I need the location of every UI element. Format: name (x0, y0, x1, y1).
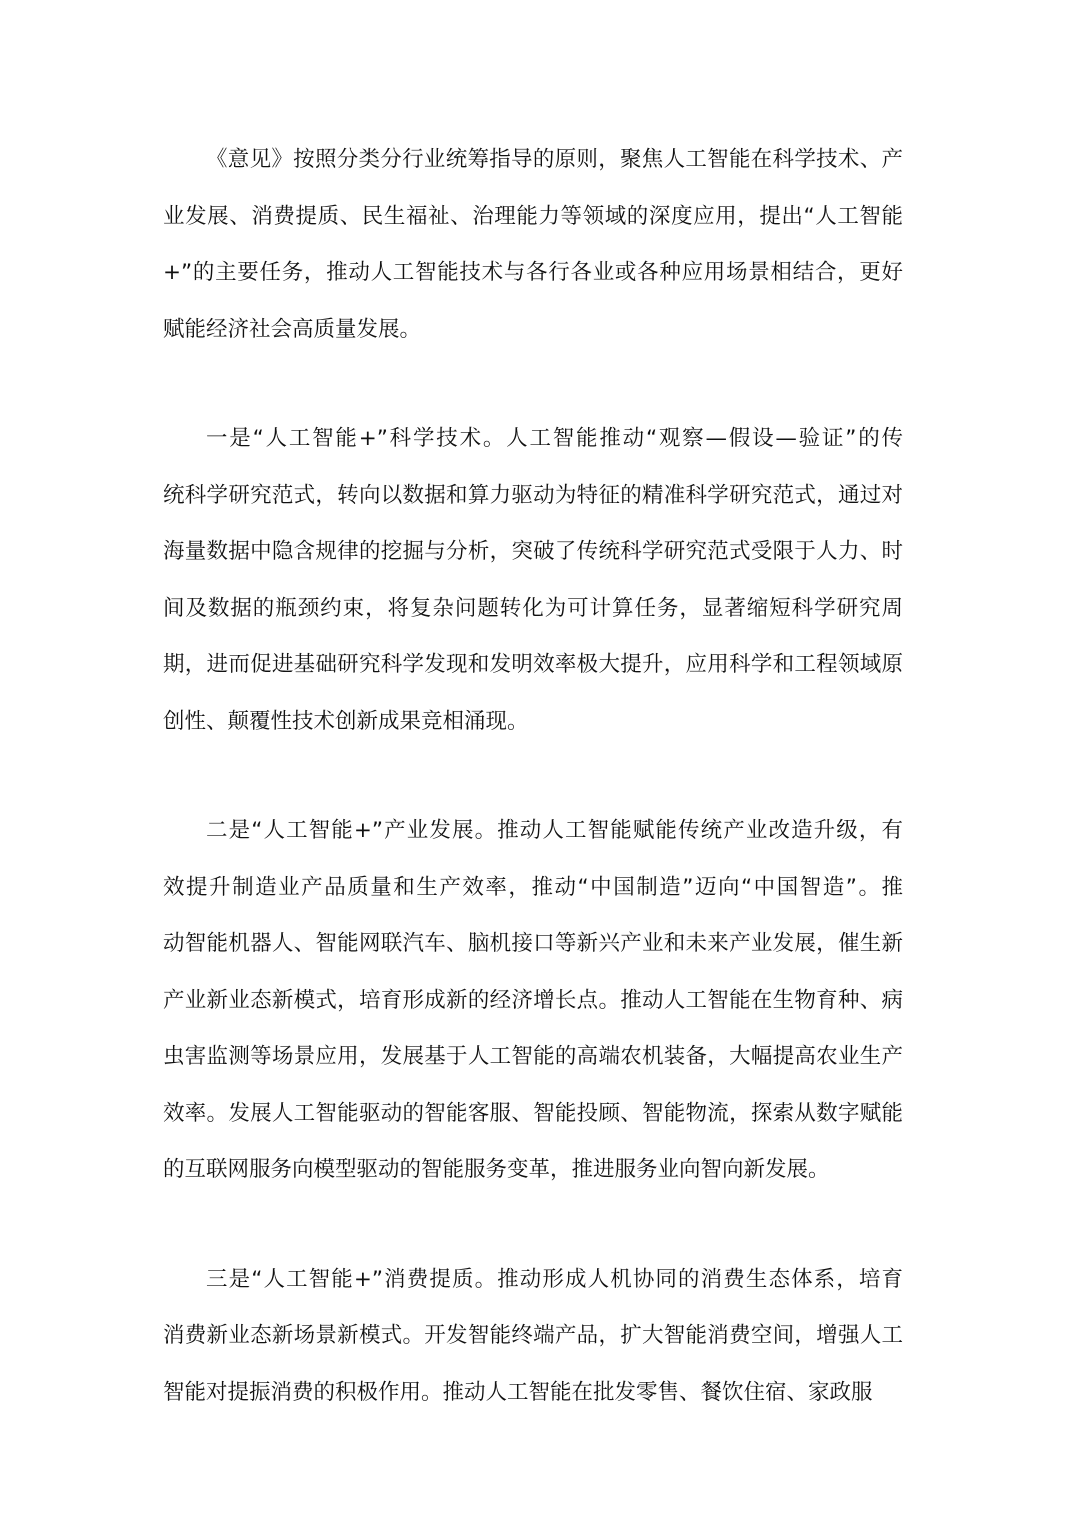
paragraph-line: 间及数据的瓶颈约束，将复杂问题转化为可计算任务，显著缩短科学研究周 (163, 595, 903, 621)
paragraph-line: 《意见》按照分类分行业统筹指导的原则，聚焦人工智能在科学技术、产 (206, 147, 903, 172)
paragraph-line: +”的主要任务，推动人工智能技术与各行各业或各种应用场景相结合，更好 (163, 260, 903, 285)
paragraph-line: 海量数据中隐含规律的挖掘与分析，突破了传统科学研究范式受限于人力、时 (163, 539, 903, 564)
paragraph-line: 虫害监测等场景应用，发展基于人工智能的高端农机装备，大幅提高农业生产 (163, 1044, 903, 1069)
paragraph-line: 三是“人工智能+”消费提质。推动形成人机协同的消费生态体系，培育 (206, 1266, 903, 1292)
paragraph-line: 统科学研究范式，转向以数据和算力驱动为特征的精准科学研究范式，通过对 (163, 482, 903, 508)
paragraph-line: 产业新业态新模式，培育形成新的经济增长点。推动人工智能在生物育种、病 (163, 987, 903, 1013)
paragraph-line: 的互联网服务向模型驱动的智能服务变革，推进服务业向智向新发展。 (163, 1157, 830, 1182)
paragraph-line: 智能对提振消费的积极作用。推动人工智能在批发零售、餐饮住宿、家政服 (163, 1379, 873, 1405)
paragraph-intro (163, 140, 903, 366)
paragraph-line: 动智能机器人、智能网联汽车、脑机接口等新兴产业和未来产业发展，催生新 (163, 931, 903, 956)
paragraph-line: 期，进而促进基础研究科学发现和发明效率极大提升，应用科学和工程领域原 (163, 652, 903, 677)
paragraph-industry (163, 811, 903, 1207)
document-body (163, 140, 903, 1482)
paragraph-line: 赋能经济社会高质量发展。 (163, 316, 422, 342)
paragraph-line: 效率。发展人工智能驱动的智能客服、智能投顾、智能物流，探索从数字赋能 (163, 1100, 903, 1126)
paragraph-line: 消费新业态新场景新模式。开发智能终端产品，扩大智能消费空间，增强人工 (163, 1323, 903, 1348)
paragraph-line: 二是“人工智能+”产业发展。推动人工智能赋能传统产业改造升级，有 (206, 818, 903, 843)
paragraph-consumption (163, 1260, 903, 1430)
paragraph-line: 创性、颠覆性技术创新成果竞相涌现。 (163, 708, 529, 734)
paragraph-line: 一是“人工智能+”科学技术。人工智能推动“观察—假设—验证”的传 (206, 426, 903, 451)
paragraph-line: 业发展、消费提质、民生福祉、治理能力等领域的深度应用，提出“人工智能 (163, 203, 903, 229)
paragraph-line: 效提升制造业产品质量和生产效率，推动“中国制造”迈向“中国智造”。推 (163, 874, 903, 900)
paragraph-science-tech (163, 419, 903, 758)
